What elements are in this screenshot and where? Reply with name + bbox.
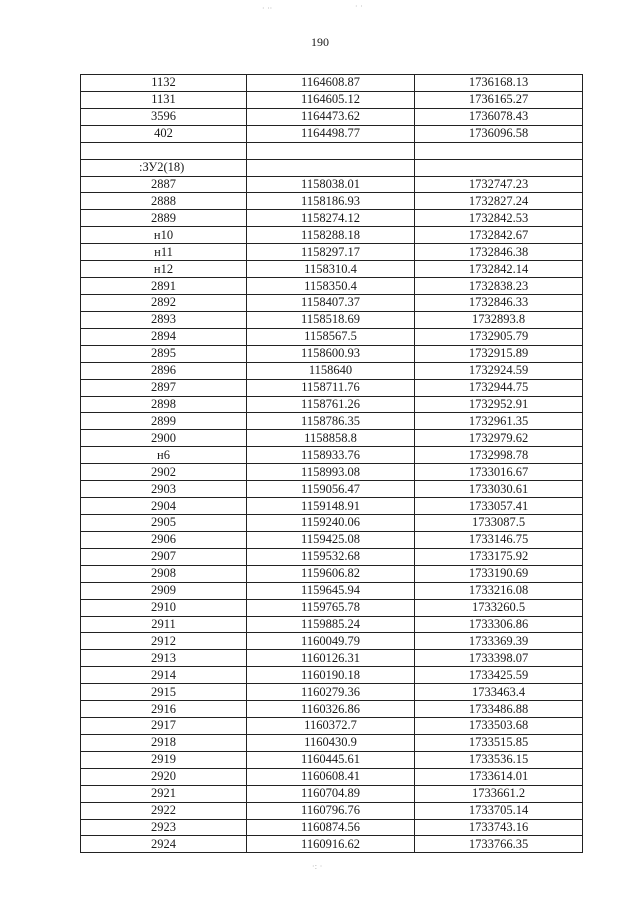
table-row: [81, 278, 583, 295]
x-coordinate-cell: 1159606.82: [247, 565, 415, 582]
table-row: [81, 616, 583, 633]
table-row: [81, 210, 583, 227]
point-number-cell: 2893: [81, 311, 247, 328]
table-row: [81, 345, 583, 362]
table-row: [81, 684, 583, 701]
y-coordinate-cell: 1733743.16: [415, 819, 583, 836]
table-row: [81, 447, 583, 464]
y-coordinate-cell: 1732952.91: [415, 396, 583, 413]
page-number: 190: [311, 35, 329, 49]
y-coordinate-cell: 1732924.59: [415, 362, 583, 379]
x-coordinate-cell: 1160704.89: [247, 785, 415, 802]
table-row: [81, 734, 583, 751]
point-number-cell: 2894: [81, 328, 247, 345]
table-row: [81, 768, 583, 785]
point-number-cell: 2922: [81, 802, 247, 819]
point-number-cell: 2896: [81, 362, 247, 379]
point-number-cell: 2912: [81, 633, 247, 650]
section-header-row: [81, 159, 583, 176]
point-number-cell: 2921: [81, 785, 247, 802]
table-row: [81, 836, 583, 853]
point-number-cell: 2906: [81, 531, 247, 548]
x-coordinate-cell: 1158186.93: [247, 193, 415, 210]
x-coordinate-cell: 1159056.47: [247, 481, 415, 498]
point-number-cell: 1131: [81, 91, 247, 108]
point-number-cell: н6: [81, 447, 247, 464]
table-row: [81, 379, 583, 396]
x-coordinate-cell: [247, 142, 415, 159]
table-row: [81, 413, 583, 430]
point-number-cell: 2917: [81, 718, 247, 735]
point-number-cell: 2924: [81, 836, 247, 853]
table-row: [81, 311, 583, 328]
x-coordinate-cell: 1159885.24: [247, 616, 415, 633]
table-row: [81, 294, 583, 311]
table-row: [81, 481, 583, 498]
table-row: [81, 91, 583, 108]
point-number-cell: 2897: [81, 379, 247, 396]
x-coordinate-cell: 1160796.76: [247, 802, 415, 819]
y-coordinate-cell: 1733661.2: [415, 785, 583, 802]
x-coordinate-cell: 1164605.12: [247, 91, 415, 108]
table-row: [81, 498, 583, 515]
x-coordinate-cell: 1159532.68: [247, 548, 415, 565]
point-number-cell: 2920: [81, 768, 247, 785]
point-number-cell: 3596: [81, 108, 247, 125]
y-coordinate-cell: [415, 142, 583, 159]
y-coordinate-cell: [415, 159, 583, 176]
table-row: [81, 261, 583, 278]
y-coordinate-cell: 1736168.13: [415, 75, 583, 92]
y-coordinate-cell: 1732827.24: [415, 193, 583, 210]
x-coordinate-cell: 1158858.8: [247, 430, 415, 447]
scan-speck: · ·: [355, 2, 363, 11]
point-number-cell: 2923: [81, 819, 247, 836]
coordinates-table: [80, 74, 583, 853]
y-coordinate-cell: 1733398.07: [415, 650, 583, 667]
table-row: [81, 125, 583, 142]
table-row: [81, 176, 583, 193]
point-number-cell: 2907: [81, 548, 247, 565]
y-coordinate-cell: 1733216.08: [415, 582, 583, 599]
point-number-cell: 1132: [81, 75, 247, 92]
y-coordinate-cell: 1733425.59: [415, 667, 583, 684]
point-number-cell: 2895: [81, 345, 247, 362]
y-coordinate-cell: 1732842.67: [415, 227, 583, 244]
x-coordinate-cell: [247, 159, 415, 176]
point-number-cell: 2889: [81, 210, 247, 227]
scan-speck: · ··: [262, 4, 273, 13]
y-coordinate-cell: 1732838.23: [415, 278, 583, 295]
point-number-cell: 2911: [81, 616, 247, 633]
y-coordinate-cell: 1732979.62: [415, 430, 583, 447]
x-coordinate-cell: 1158310.4: [247, 261, 415, 278]
x-coordinate-cell: 1160445.61: [247, 751, 415, 768]
point-number-cell: н11: [81, 244, 247, 261]
x-coordinate-cell: 1158274.12: [247, 210, 415, 227]
x-coordinate-cell: 1160279.36: [247, 684, 415, 701]
y-coordinate-cell: 1733175.92: [415, 548, 583, 565]
x-coordinate-cell: 1158761.26: [247, 396, 415, 413]
point-number-cell: 2904: [81, 498, 247, 515]
table-row: [81, 142, 583, 159]
y-coordinate-cell: 1733146.75: [415, 531, 583, 548]
x-coordinate-cell: 1158297.17: [247, 244, 415, 261]
x-coordinate-cell: 1158711.76: [247, 379, 415, 396]
y-coordinate-cell: 1732961.35: [415, 413, 583, 430]
x-coordinate-cell: 1158640: [247, 362, 415, 379]
point-number-cell: н10: [81, 227, 247, 244]
scan-speck: ·: ·: [312, 862, 323, 871]
y-coordinate-cell: 1732915.89: [415, 345, 583, 362]
point-number-cell: 2887: [81, 176, 247, 193]
point-number-cell: 2919: [81, 751, 247, 768]
point-number-cell: 2905: [81, 514, 247, 531]
point-number-cell: н12: [81, 261, 247, 278]
table-row: [81, 718, 583, 735]
table-row: [81, 464, 583, 481]
x-coordinate-cell: 1160608.41: [247, 768, 415, 785]
y-coordinate-cell: 1733260.5: [415, 599, 583, 616]
coordinates-table-body: [81, 75, 583, 853]
point-number-cell: 2888: [81, 193, 247, 210]
point-number-cell: 2909: [81, 582, 247, 599]
y-coordinate-cell: 1732846.38: [415, 244, 583, 261]
x-coordinate-cell: 1164473.62: [247, 108, 415, 125]
point-number-cell: 402: [81, 125, 247, 142]
y-coordinate-cell: 1736078.43: [415, 108, 583, 125]
table-row: [81, 785, 583, 802]
table-row: [81, 633, 583, 650]
x-coordinate-cell: 1158518.69: [247, 311, 415, 328]
table-row: [81, 108, 583, 125]
table-row: [81, 531, 583, 548]
point-number-cell: 2914: [81, 667, 247, 684]
x-coordinate-cell: 1164498.77: [247, 125, 415, 142]
point-number-cell: 2918: [81, 734, 247, 751]
point-number-cell: 2908: [81, 565, 247, 582]
x-coordinate-cell: 1158407.37: [247, 294, 415, 311]
y-coordinate-cell: 1733536.15: [415, 751, 583, 768]
x-coordinate-cell: 1158933.76: [247, 447, 415, 464]
point-number-cell: 2892: [81, 294, 247, 311]
y-coordinate-cell: 1733463.4: [415, 684, 583, 701]
table-row: [81, 565, 583, 582]
y-coordinate-cell: 1733057.41: [415, 498, 583, 515]
table-row: [81, 667, 583, 684]
y-coordinate-cell: 1733486.88: [415, 701, 583, 718]
y-coordinate-cell: 1733306.86: [415, 616, 583, 633]
y-coordinate-cell: 1732747.23: [415, 176, 583, 193]
x-coordinate-cell: 1160126.31: [247, 650, 415, 667]
y-coordinate-cell: 1733515.85: [415, 734, 583, 751]
point-number-cell: 2900: [81, 430, 247, 447]
x-coordinate-cell: 1160430.9: [247, 734, 415, 751]
y-coordinate-cell: 1732905.79: [415, 328, 583, 345]
y-coordinate-cell: 1736096.58: [415, 125, 583, 142]
x-coordinate-cell: 1160874.56: [247, 819, 415, 836]
x-coordinate-cell: 1160326.86: [247, 701, 415, 718]
table-row: [81, 362, 583, 379]
x-coordinate-cell: 1159240.06: [247, 514, 415, 531]
x-coordinate-cell: 1158600.93: [247, 345, 415, 362]
y-coordinate-cell: 1733030.61: [415, 481, 583, 498]
table-row: [81, 819, 583, 836]
table-row: [81, 548, 583, 565]
y-coordinate-cell: 1732944.75: [415, 379, 583, 396]
point-number-cell: 2903: [81, 481, 247, 498]
table-row: [81, 396, 583, 413]
x-coordinate-cell: 1160190.18: [247, 667, 415, 684]
x-coordinate-cell: 1158993.08: [247, 464, 415, 481]
x-coordinate-cell: 1159645.94: [247, 582, 415, 599]
y-coordinate-cell: 1733766.35: [415, 836, 583, 853]
table-row: [81, 599, 583, 616]
y-coordinate-cell: 1733016.67: [415, 464, 583, 481]
point-number-cell: :ЗУ2(18): [81, 159, 247, 176]
table-row: [81, 701, 583, 718]
table-row: [81, 244, 583, 261]
x-coordinate-cell: 1160372.7: [247, 718, 415, 735]
x-coordinate-cell: 1159765.78: [247, 599, 415, 616]
x-coordinate-cell: 1164608.87: [247, 75, 415, 92]
x-coordinate-cell: 1158567.5: [247, 328, 415, 345]
table-row: [81, 751, 583, 768]
y-coordinate-cell: 1733503.68: [415, 718, 583, 735]
x-coordinate-cell: 1159148.91: [247, 498, 415, 515]
y-coordinate-cell: 1733705.14: [415, 802, 583, 819]
table-row: [81, 328, 583, 345]
point-number-cell: 2913: [81, 650, 247, 667]
x-coordinate-cell: 1160916.62: [247, 836, 415, 853]
table-row: [81, 514, 583, 531]
y-coordinate-cell: 1733614.01: [415, 768, 583, 785]
x-coordinate-cell: 1158786.35: [247, 413, 415, 430]
y-coordinate-cell: 1733190.69: [415, 565, 583, 582]
point-number-cell: 2915: [81, 684, 247, 701]
x-coordinate-cell: 1158038.01: [247, 176, 415, 193]
table-row: [81, 650, 583, 667]
table-row: [81, 193, 583, 210]
table-row: [81, 430, 583, 447]
y-coordinate-cell: 1733087.5: [415, 514, 583, 531]
y-coordinate-cell: 1732842.14: [415, 261, 583, 278]
table-row: [81, 75, 583, 92]
point-number-cell: 2916: [81, 701, 247, 718]
y-coordinate-cell: 1732846.33: [415, 294, 583, 311]
y-coordinate-cell: 1736165.27: [415, 91, 583, 108]
y-coordinate-cell: 1732893.8: [415, 311, 583, 328]
table-row: [81, 802, 583, 819]
point-number-cell: 2898: [81, 396, 247, 413]
coordinates-table-container: [80, 74, 582, 853]
point-number-cell: 2891: [81, 278, 247, 295]
point-number-cell: 2910: [81, 599, 247, 616]
table-row: [81, 227, 583, 244]
x-coordinate-cell: 1159425.08: [247, 531, 415, 548]
y-coordinate-cell: 1733369.39: [415, 633, 583, 650]
table-row: [81, 582, 583, 599]
x-coordinate-cell: 1158288.18: [247, 227, 415, 244]
x-coordinate-cell: 1158350.4: [247, 278, 415, 295]
y-coordinate-cell: 1732998.78: [415, 447, 583, 464]
x-coordinate-cell: 1160049.79: [247, 633, 415, 650]
point-number-cell: [81, 142, 247, 159]
point-number-cell: 2902: [81, 464, 247, 481]
point-number-cell: 2899: [81, 413, 247, 430]
y-coordinate-cell: 1732842.53: [415, 210, 583, 227]
